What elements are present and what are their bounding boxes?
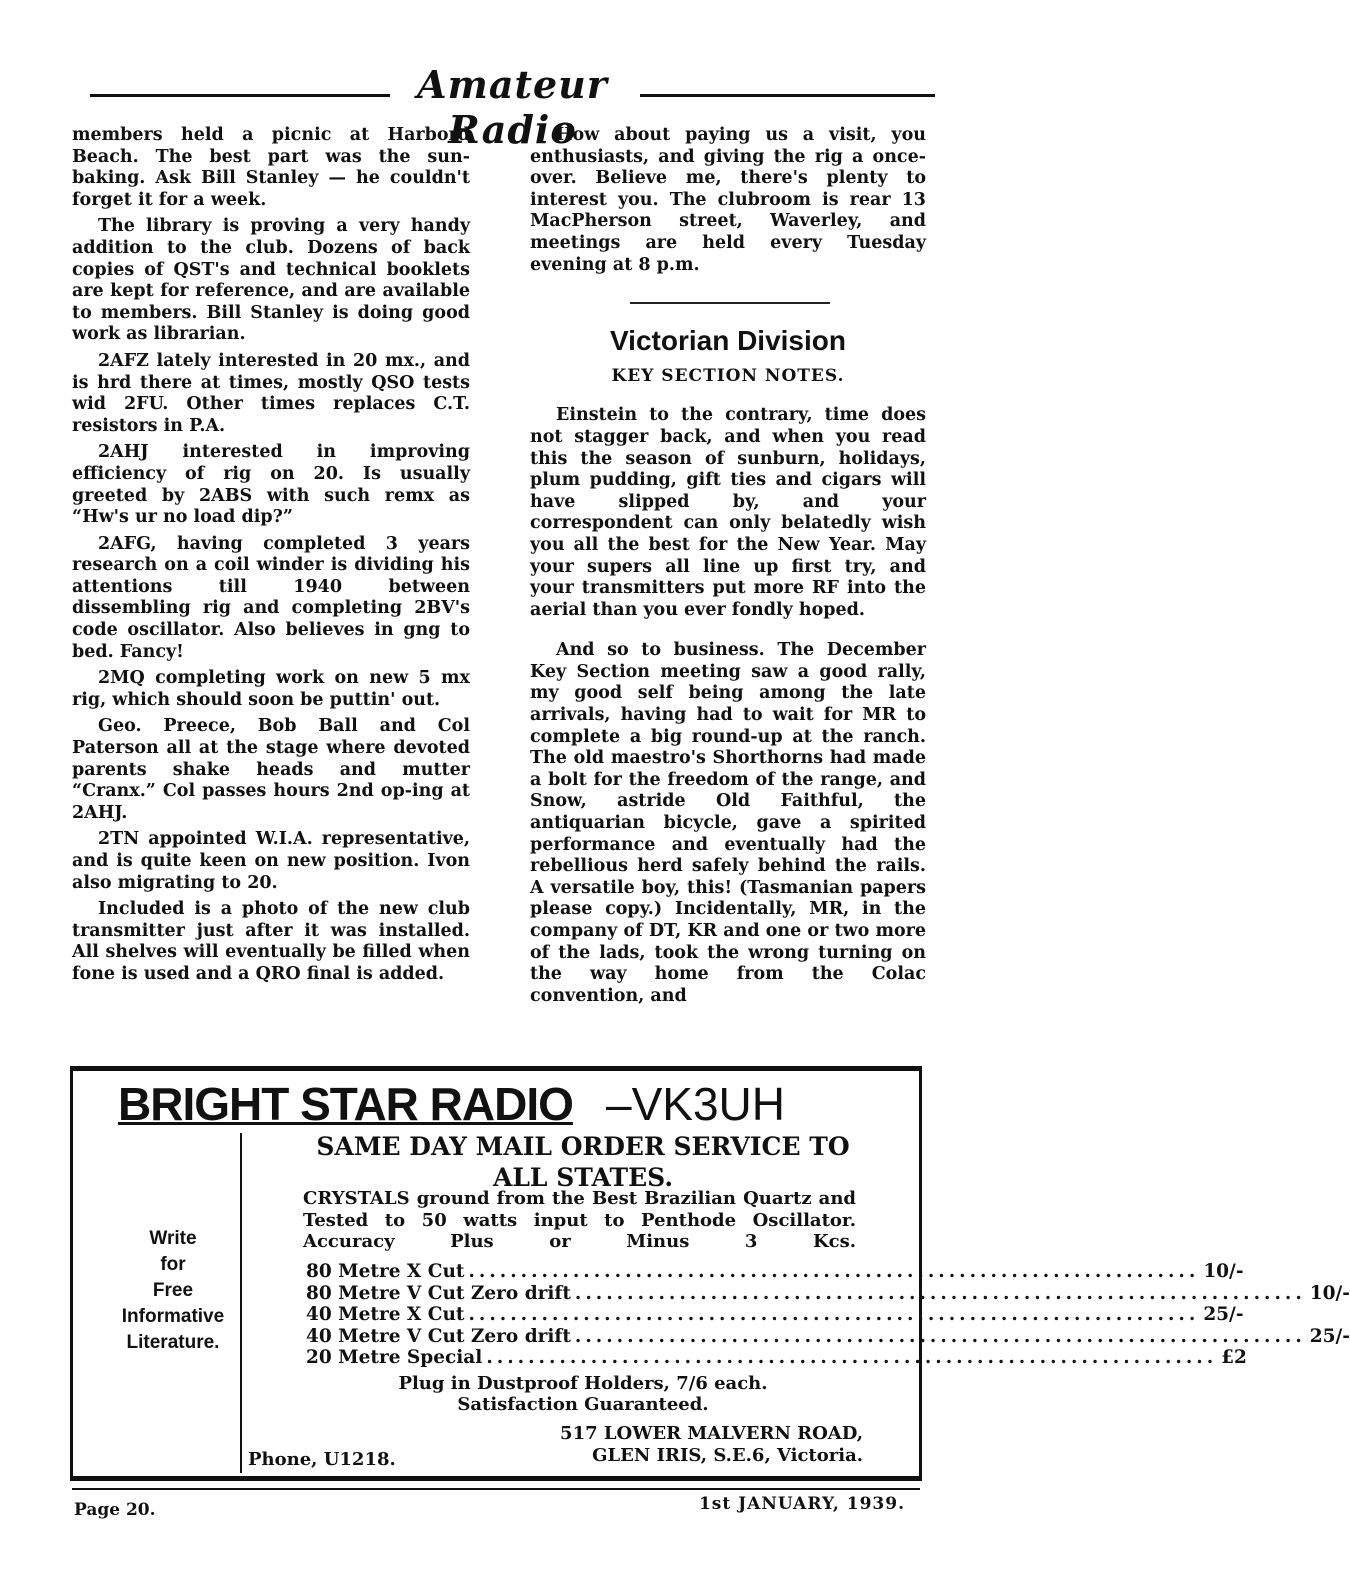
- guarantee-text: Satisfaction Guaranteed.: [457, 1394, 709, 1415]
- ad-terms: [303, 1373, 863, 1415]
- ad-callsign: –VK3UH: [606, 1078, 785, 1130]
- price-item: 20 Metre Special: [306, 1347, 483, 1368]
- paragraph: Einstein to the contrary, time does not stagger back, and when you read this the season of sunburn, holidays, plum pudding, gift ties and cigars will have slipped by, and your correspondent can only belatedly wish you all the best for the New Year. May your supers all line up first try, and your transmitters put more RF into the aerial than you ever fondly hoped.: [530, 405, 926, 620]
- paragraph: members held a picnic at Harbord Beach. The best part was the sun-baking. Ask Bill Stanley — he couldn't forget it for a week.: [72, 125, 470, 210]
- side-line: for: [160, 1254, 186, 1275]
- paragraph: Included is a photo of the new club transmitter just after it was installed. All shelves will eventually be filled when fone is used and a QRO final is added.: [72, 899, 470, 984]
- side-line: Write: [149, 1228, 197, 1249]
- price-value: 25/-: [1309, 1325, 1350, 1347]
- holders-text: Plug in Dustproof Holders, 7/6 each.: [398, 1373, 768, 1394]
- paragraph: The library is proving a very handy addition to the club. Dozens of back copies of QST's and technical booklets are kept for reference, and are available to members. Bill Stanley is doing good work as librarian.: [72, 216, 470, 345]
- ad-description: CRYSTALS ground from the Best Brazilian Quartz and Tested to 50 watts input to Penthode Oscillator. Accuracy Plus or Minus 3 Kcs.: [303, 1188, 856, 1252]
- address-line: GLEN IRIS, S.E.6, Victoria.: [592, 1445, 863, 1466]
- price-row: 20 Metre Special ...................................................................... £2: [306, 1347, 1247, 1368]
- paragraph: How about paying us a visit, you enthusiasts, and giving the rig a once-over. Believe me, there's plenty to interest you. The clubroom is rear 13 MacPherson street, Waverley, and meetings are held every Tuesday evening at 8 p.m.: [530, 125, 926, 275]
- paragraph: Geo. Preece, Bob Ball and Col Paterson all at the stage where devoted parents shake heads and mutter “Cranx.” Col passes hours 2nd op-ing at 2AHJ.: [72, 716, 470, 823]
- price-value: 10/-: [1203, 1261, 1244, 1282]
- paragraph: 2AFG, having completed 3 years research on a coil winder is dividing his attentions till 1940 between dissembling rig and completing 2BV's code oscillator. Also believes in gng to bed. Fancy!: [72, 533, 470, 662]
- ad-phone: Phone, U1218.: [248, 1449, 396, 1470]
- side-line: Informative: [121, 1306, 225, 1327]
- ad-side-note: [103, 1226, 243, 1356]
- section-title: KEY SECTION NOTES.: [611, 365, 845, 386]
- ad-headline: SAME DAY MAIL ORDER SERVICE TO ALL STATES.: [316, 1132, 850, 1192]
- price-value: £2: [1221, 1347, 1247, 1368]
- address-line: 517 LOWER MALVERN ROAD,: [560, 1423, 863, 1444]
- price-row: 80 Metre X Cut ...................................................................... 10/-: [306, 1261, 1244, 1282]
- price-item: 40 Metre X Cut: [306, 1304, 465, 1325]
- price-value: 10/-: [1309, 1282, 1350, 1304]
- price-item: 80 Metre X Cut: [306, 1261, 465, 1282]
- masthead-title: Amateur Radio: [417, 62, 608, 152]
- issue-date: 1st JANUARY, 1939.: [698, 1494, 905, 1514]
- right-column: [530, 125, 926, 1012]
- masthead-rule-left: [90, 94, 390, 97]
- advertisement-box: [70, 1066, 1350, 1481]
- ad-brand: BRIGHT STAR RADIO: [118, 1078, 573, 1130]
- footer-rule: [72, 1488, 920, 1490]
- ad-address: [433, 1423, 863, 1467]
- paragraph: 2MQ completing work on new 5 mx rig, which should soon be puttin' out.: [72, 668, 470, 710]
- price-item: 80 Metre V Cut Zero drift: [306, 1282, 571, 1304]
- division-title: Victorian Division: [610, 325, 846, 357]
- paragraph: 2AHJ interested in improving efficiency of rig on 20. Is usually greeted by 2ABS with such remx as “Hw's ur no load dip?”: [72, 442, 470, 528]
- section-divider: [630, 302, 830, 304]
- paragraph: And so to business. The December Key Section meeting saw a good rally, my good self being among the late arrivals, having had to wait for MR to complete a big round-up at the ranch. The old maestro's Shorthorns had made a bolt for the freedom of the range, and Snow, astride Old Faithful, the antiquarian bicycle, gave a spirited performance and eventually had the rebellious herd safely behind the rails. A versatile boy, this! (Tasmanian papers please copy.) Incidentally, MR, in the company of DT, KR and one or two more of the lads, took the wrong turning on the way home from the Colac convention, and: [530, 640, 926, 1006]
- masthead: [90, 62, 935, 152]
- left-column: [72, 125, 470, 991]
- price-value: 25/-: [1203, 1304, 1244, 1325]
- page-number: Page 20.: [74, 1500, 156, 1520]
- masthead-rule-right: [640, 94, 935, 97]
- price-row: 40 Metre X Cut ...................................................................... 25/-: [306, 1304, 1244, 1325]
- paragraph: 2TN appointed W.I.A. representative, and is quite keen on new position. Ivon also migrating to 20.: [72, 829, 470, 893]
- price-row: 40 Metre V Cut Zero drift ...................................................................... 25/-: [306, 1325, 1350, 1347]
- side-line: Literature.: [126, 1332, 220, 1353]
- price-list: [306, 1261, 1350, 1369]
- side-line: Free: [152, 1280, 194, 1301]
- price-row: 80 Metre V Cut Zero drift ...................................................................... 10/-: [306, 1282, 1350, 1304]
- price-item: 40 Metre V Cut Zero drift: [306, 1325, 571, 1347]
- paragraph: 2AFZ lately interested in 20 mx., and is hrd there at times, mostly QSO tests wid 2FU. Other times replaces C.T. resistors in P.A.: [72, 350, 470, 436]
